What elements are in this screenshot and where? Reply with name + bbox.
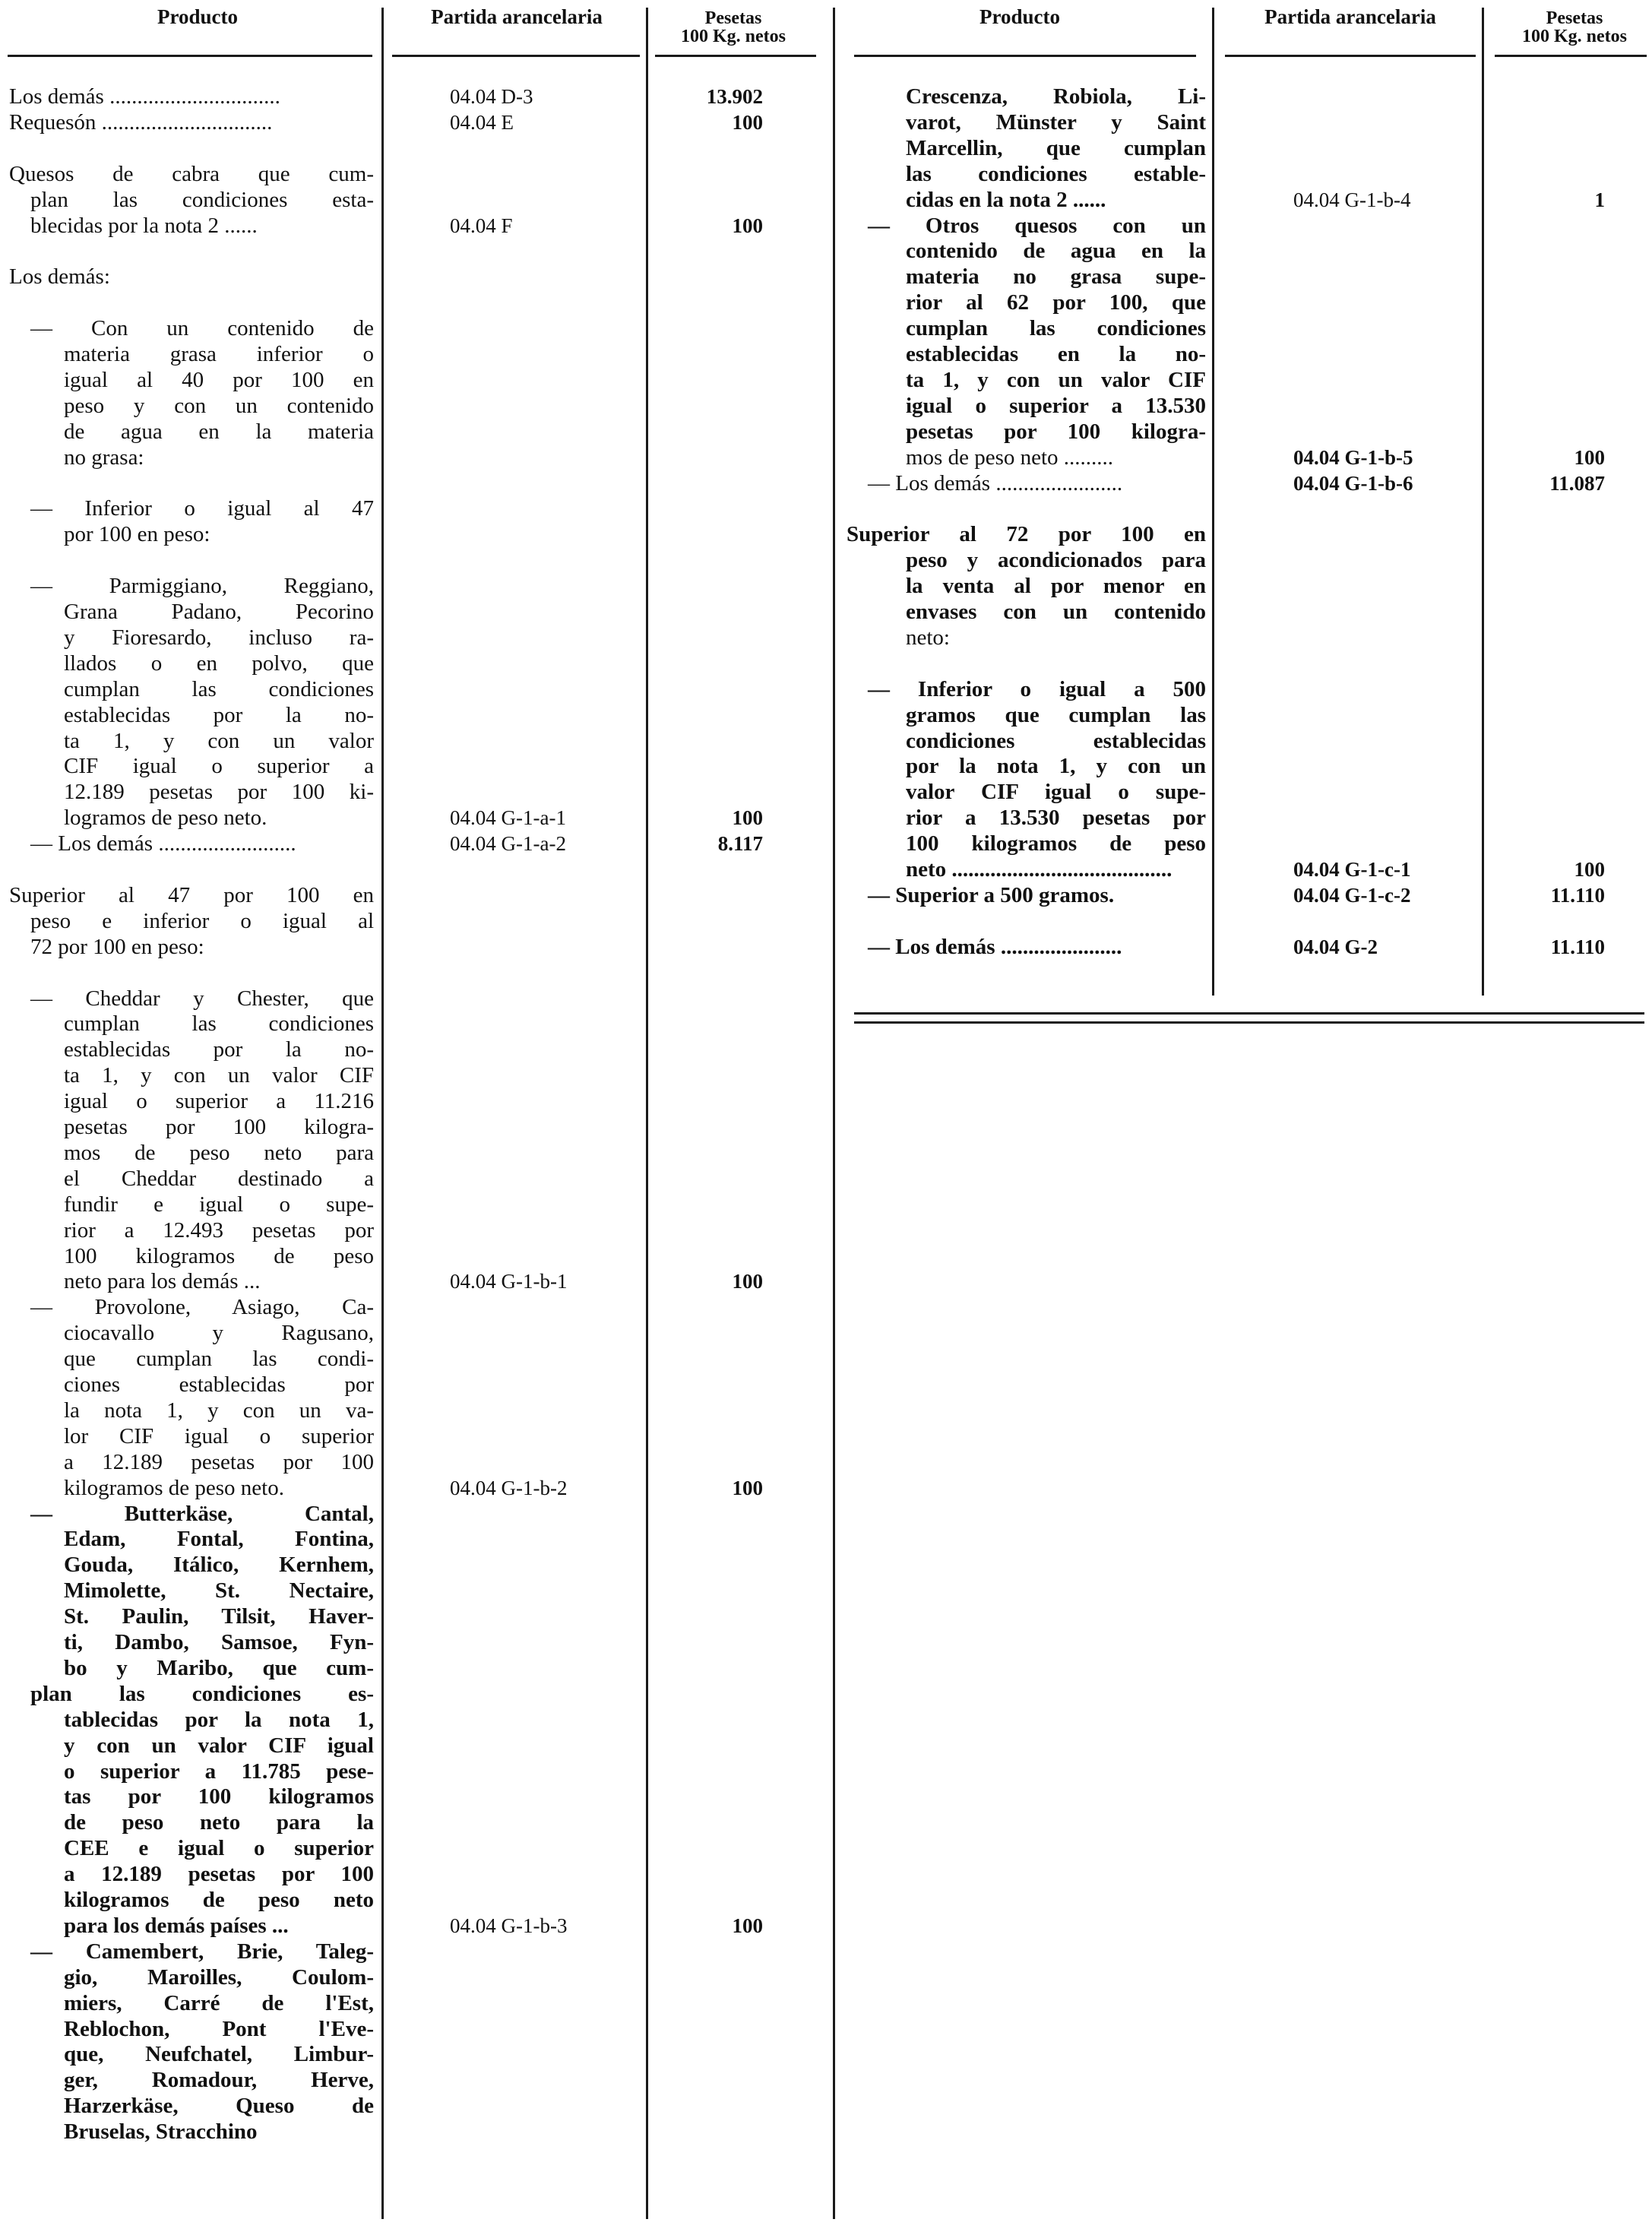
product-text: Mimolette, St. Nectaire, xyxy=(64,1578,374,1603)
product-text: — Provolone, Asiago, Ca- xyxy=(30,1295,374,1320)
table-line xyxy=(0,651,828,676)
table-line xyxy=(845,908,1652,934)
table-line xyxy=(0,1809,828,1835)
tariff-code: 04.04 G-1-b-6 xyxy=(1293,471,1413,495)
tariff-code: 04.04 G-1-b-4 xyxy=(1293,188,1411,211)
table-line xyxy=(0,2041,828,2067)
table-line xyxy=(845,135,1652,161)
product-text: mos de peso neto para xyxy=(64,1140,374,1165)
product-text: pesetas por 100 kilogra- xyxy=(64,1115,374,1139)
tariff-code: 04.04 D-3 xyxy=(450,85,533,108)
product-text: valor CIF igual o supe- xyxy=(906,780,1206,805)
product-text: — Con un contenido de xyxy=(30,316,374,341)
table-line xyxy=(845,238,1652,264)
product-text: — Los demás ....................... xyxy=(868,470,1123,495)
table-line xyxy=(0,109,828,135)
product-text: — Cheddar y Chester, que xyxy=(30,986,374,1011)
tariff-code: 04.04 G-1-b-1 xyxy=(450,1270,568,1293)
table-line xyxy=(845,109,1652,135)
table-line xyxy=(0,1835,828,1861)
product-text: rior a 12.493 pesetas por xyxy=(64,1217,374,1243)
product-text: neto para los demás ... xyxy=(64,1269,261,1294)
pesetas-value: 11.110 xyxy=(1550,883,1605,907)
table-line xyxy=(0,264,828,290)
pesetas-value: 100 xyxy=(732,1914,763,1937)
product-text: — Otros quesos con un xyxy=(868,213,1206,238)
table-line xyxy=(0,187,828,213)
table-line xyxy=(845,651,1652,676)
table-line xyxy=(0,290,828,315)
header-partida-left: Partida arancelaria xyxy=(431,5,603,28)
table-line xyxy=(0,1346,828,1372)
product-text: por la nota 1, y con un xyxy=(906,754,1206,779)
header-rule xyxy=(1495,55,1647,57)
table-line xyxy=(845,702,1652,728)
product-text: ciocavallo y Ragusano, xyxy=(64,1321,374,1346)
product-text: establecidas en la no- xyxy=(906,342,1206,366)
product-text: peso y acondicionados para xyxy=(906,548,1206,573)
product-text: Los demás ............................... xyxy=(9,84,280,109)
table-line xyxy=(0,805,828,831)
product-text: ti, Dambo, Samsoe, Fyn- xyxy=(64,1630,374,1654)
table-line xyxy=(845,779,1652,805)
product-text: el Cheddar destinado a xyxy=(64,1166,374,1191)
table-line xyxy=(0,1578,828,1603)
table-line xyxy=(845,264,1652,290)
table-line xyxy=(0,2119,828,2145)
product-text: plan las condiciones esta- xyxy=(30,187,374,212)
product-text: CIF igual o superior a xyxy=(64,754,374,779)
table-line xyxy=(845,625,1652,651)
table-line xyxy=(0,1733,828,1759)
table-line xyxy=(0,908,828,934)
table-line xyxy=(0,1011,828,1037)
table-line xyxy=(0,238,828,264)
product-text: igual o superior a 13.530 xyxy=(906,393,1206,418)
table-line xyxy=(0,1887,828,1913)
column-divider xyxy=(833,8,835,2219)
table-line xyxy=(0,1552,828,1578)
product-text: CEE e igual o superior xyxy=(64,1836,374,1861)
product-text: por 100 en peso: xyxy=(64,522,210,547)
tariff-code: 04.04 E xyxy=(450,110,514,134)
header-producto-right: Producto xyxy=(979,5,1060,28)
table-line xyxy=(0,831,828,856)
table-line xyxy=(845,882,1652,908)
product-text: neto: xyxy=(906,625,950,650)
pesetas-value: 100 xyxy=(732,110,763,134)
header-partida-right: Partida arancelaria xyxy=(1264,5,1436,28)
table-line xyxy=(0,934,828,960)
pesetas-value: 11.087 xyxy=(1549,471,1605,495)
product-text: Harzerkäse, Queso de xyxy=(64,2094,374,2119)
product-text: materia no grasa supe- xyxy=(906,264,1206,290)
table-line xyxy=(845,831,1652,856)
table-line xyxy=(0,728,828,754)
product-text: miers, Carré de l'Est, xyxy=(64,1990,374,2015)
table-line xyxy=(845,728,1652,754)
product-text: Crescenza, Robiola, Li- xyxy=(906,84,1206,109)
pesetas-value: 100 xyxy=(732,214,763,237)
table-line xyxy=(0,882,828,908)
header-pesetas-left xyxy=(654,9,813,46)
product-text: para los demás países ... xyxy=(64,1913,289,1938)
table-line xyxy=(0,1861,828,1887)
table-line xyxy=(0,1475,828,1501)
product-text: ciones establecidas por xyxy=(64,1372,374,1397)
product-text: Los demás: xyxy=(9,264,110,290)
table-line xyxy=(845,856,1652,882)
header-pesetas-line2: 100 Kg. netos xyxy=(681,27,786,46)
product-text: kilogramos de peso neto xyxy=(64,1888,374,1912)
table-line xyxy=(0,1192,828,1217)
product-text: o superior a 11.785 pese- xyxy=(64,1759,374,1784)
product-text: gramos que cumplan las xyxy=(906,702,1206,727)
product-text: tablecidas por la nota 1, xyxy=(64,1707,374,1732)
table-line xyxy=(0,573,828,599)
product-text: que, Neufchatel, Limbur- xyxy=(64,2042,374,2067)
table-line xyxy=(0,393,828,419)
product-text: bo y Maribo, que cum- xyxy=(64,1655,374,1680)
table-line xyxy=(0,1707,828,1733)
table-line xyxy=(0,547,828,573)
table-line xyxy=(845,290,1652,315)
table-line xyxy=(845,521,1652,547)
product-text: Quesos de cabra que cum- xyxy=(9,161,374,186)
table-line xyxy=(0,1526,828,1552)
table-line xyxy=(845,805,1652,831)
product-text: ta 1, y con un valor CIF xyxy=(64,1063,374,1088)
product-text: igual al 40 por 100 en xyxy=(64,367,374,392)
product-text: materia grasa inferior o xyxy=(64,342,374,366)
product-text: Edam, Fontal, Fontina, xyxy=(64,1527,374,1552)
table-line xyxy=(0,1398,828,1423)
table-line xyxy=(0,341,828,367)
table-line xyxy=(0,960,828,986)
tariff-code: 04.04 G-1-b-3 xyxy=(450,1914,568,1937)
pesetas-value: 100 xyxy=(732,1476,763,1499)
table-line xyxy=(0,1268,828,1294)
product-text: 100 kilogramos de peso xyxy=(64,1243,374,1268)
table-line xyxy=(845,161,1652,187)
product-text: 12.189 pesetas por 100 ki- xyxy=(64,780,374,805)
header-rule xyxy=(655,55,816,57)
product-text: las condiciones estable- xyxy=(906,161,1206,186)
table-line xyxy=(845,934,1652,960)
product-text: cumplan las condiciones xyxy=(906,316,1206,341)
header-rule xyxy=(1225,55,1476,57)
product-text: ta 1, y con un valor xyxy=(64,728,374,753)
tariff-code: 04.04 G-1-b-5 xyxy=(1293,445,1413,469)
table-line xyxy=(0,470,828,496)
table-line xyxy=(0,1037,828,1062)
table-line xyxy=(0,1088,828,1114)
product-text: kilogramos de peso neto. xyxy=(64,1475,284,1500)
product-text: gio, Maroilles, Coulom- xyxy=(64,1964,374,1990)
product-text: cumplan las condiciones xyxy=(64,1011,374,1037)
pesetas-value: 13.902 xyxy=(706,85,763,108)
header-pesetas-right xyxy=(1499,9,1650,46)
header-pesetas-line1: Pesetas xyxy=(704,8,762,28)
product-text: establecidas por la no- xyxy=(64,1037,374,1062)
table-line xyxy=(0,495,828,521)
table-line xyxy=(0,367,828,393)
product-text: — Superior a 500 gramos. xyxy=(868,882,1115,907)
pesetas-value: 8.117 xyxy=(717,832,763,856)
product-text: — Los demás ......................... xyxy=(30,831,296,856)
product-text: tas por 100 kilogramos xyxy=(64,1784,374,1809)
product-text: a 12.189 pesetas por 100 xyxy=(64,1449,374,1474)
table-line xyxy=(0,1990,828,2016)
product-text: ta 1, y con un valor CIF xyxy=(906,367,1206,392)
header-rule xyxy=(392,55,640,57)
table-line xyxy=(845,315,1652,341)
table-line xyxy=(845,393,1652,419)
pesetas-value: 100 xyxy=(1574,445,1605,469)
table-line xyxy=(0,599,828,625)
product-text: la nota 1, y con un va- xyxy=(64,1398,374,1423)
table-line xyxy=(0,2093,828,2119)
table-line xyxy=(0,856,828,882)
table-line xyxy=(845,367,1652,393)
product-text: — Los demás ...................... xyxy=(868,934,1122,959)
product-text: rior al 62 por 100, que xyxy=(906,290,1206,315)
tariff-code: 04.04 G-1-b-2 xyxy=(450,1476,568,1499)
product-text: establecidas por la no- xyxy=(64,702,374,727)
table-line xyxy=(0,1449,828,1475)
table-line xyxy=(0,1784,828,1809)
product-text: 100 kilogramos de peso xyxy=(906,831,1206,856)
product-text: y Fioresardo, incluso ra- xyxy=(64,625,374,650)
product-text: ger, Romadour, Herve, xyxy=(64,2068,374,2093)
table-line xyxy=(0,676,828,702)
table-line xyxy=(845,573,1652,599)
table-line xyxy=(0,445,828,470)
product-text: 72 por 100 en peso: xyxy=(30,934,204,959)
table-line xyxy=(0,1939,828,1964)
table-line xyxy=(0,315,828,341)
product-text: Reblochon, Pont l'Eve- xyxy=(64,2016,374,2041)
tariff-code: 04.04 G-2 xyxy=(1293,935,1378,958)
pesetas-value: 11.110 xyxy=(1550,935,1605,958)
product-text: y con un valor CIF igual xyxy=(64,1733,374,1758)
product-text: envases con un contenido xyxy=(906,600,1206,624)
pesetas-value: 100 xyxy=(732,806,763,830)
product-text: Bruselas, Stracchino xyxy=(64,2119,258,2145)
table-line xyxy=(0,1501,828,1527)
table-line xyxy=(0,625,828,651)
table-line xyxy=(0,84,828,109)
header-producto-left: Producto xyxy=(157,5,238,28)
tariff-code: 04.04 G-1-a-2 xyxy=(450,832,566,856)
tariff-code: 04.04 G-1-a-1 xyxy=(450,806,566,830)
product-text: logramos de peso neto. xyxy=(64,806,267,831)
product-text: condiciones establecidas xyxy=(906,728,1206,753)
pesetas-value: 1 xyxy=(1594,188,1605,211)
header-pesetas-line2: 100 Kg. netos xyxy=(1522,27,1627,46)
table-line xyxy=(0,1294,828,1320)
table-line xyxy=(845,470,1652,496)
table-line xyxy=(0,1140,828,1166)
table-line xyxy=(0,2067,828,2093)
header-rule xyxy=(8,55,372,57)
table-line xyxy=(845,753,1652,779)
table-line xyxy=(0,213,828,239)
product-text: la venta al por menor en xyxy=(906,574,1206,599)
product-text: Superior al 72 por 100 en xyxy=(847,522,1206,547)
table-line xyxy=(0,2016,828,2042)
product-text: blecidas por la nota 2 ...... xyxy=(30,213,258,238)
product-text: St. Paulin, Tilsit, Haver- xyxy=(64,1604,374,1629)
table-line xyxy=(845,599,1652,625)
table-line xyxy=(845,187,1652,213)
product-text: plan las condiciones es- xyxy=(30,1681,374,1706)
table-end-rule xyxy=(854,1021,1644,1024)
table-line xyxy=(845,547,1652,573)
product-text: Marcellin, que cumplan xyxy=(906,135,1206,160)
table-line xyxy=(0,1372,828,1398)
table-line xyxy=(845,445,1652,470)
tariff-code: 04.04 G-1-c-1 xyxy=(1293,858,1411,881)
table-line xyxy=(0,521,828,547)
pesetas-value: 100 xyxy=(1574,858,1605,881)
header-rule xyxy=(854,55,1196,57)
product-text: Grana Padano, Pecorino xyxy=(64,600,374,624)
product-text: Gouda, Itálico, Kernhem, xyxy=(64,1553,374,1578)
table-line xyxy=(0,1629,828,1655)
product-text: neto ........................................ xyxy=(906,857,1173,882)
product-text: no grasa: xyxy=(64,445,144,470)
table-line xyxy=(0,753,828,779)
table-line xyxy=(0,779,828,805)
table-line xyxy=(0,702,828,728)
table-line xyxy=(845,676,1652,702)
table-line xyxy=(845,341,1652,367)
product-text: Requesón ............................... xyxy=(9,109,273,135)
product-text: varot, Münster y Saint xyxy=(906,109,1206,135)
product-text: peso e inferior o igual al xyxy=(30,908,374,933)
table-line xyxy=(0,1114,828,1140)
tariff-code: 04.04 G-1-c-2 xyxy=(1293,883,1411,907)
product-text: pesetas por 100 kilogra- xyxy=(906,419,1206,444)
header-pesetas-line1: Pesetas xyxy=(1546,8,1603,28)
product-text: — Butterkäse, Cantal, xyxy=(30,1501,374,1526)
table-line xyxy=(845,84,1652,109)
table-line xyxy=(0,1423,828,1449)
product-text: — Inferior o igual a 500 xyxy=(868,676,1206,701)
product-text: de peso neto para la xyxy=(64,1810,374,1835)
product-text: igual o superior a 11.216 xyxy=(64,1089,374,1114)
pesetas-value: 100 xyxy=(732,1270,763,1293)
product-text: de agua en la materia xyxy=(64,419,374,444)
table-line xyxy=(0,1681,828,1707)
table-line xyxy=(0,1243,828,1269)
table-line xyxy=(0,1320,828,1346)
product-text: — Camembert, Brie, Taleg- xyxy=(30,1939,374,1964)
product-text: mos de peso neto ......... xyxy=(906,445,1114,470)
table-line xyxy=(0,1964,828,1990)
table-line xyxy=(0,1913,828,1939)
table-line xyxy=(0,1062,828,1088)
table-line xyxy=(0,1759,828,1784)
product-text: peso y con un contenido xyxy=(64,393,374,418)
product-text: contenido de agua en la xyxy=(906,239,1206,264)
table-line xyxy=(0,1166,828,1192)
table-line xyxy=(845,213,1652,239)
product-text: cidas en la nota 2 ...... xyxy=(906,187,1106,212)
table-line xyxy=(0,1655,828,1681)
product-text: Superior al 47 por 100 en xyxy=(9,882,374,907)
table-line xyxy=(0,1217,828,1243)
product-text: llados o en polvo, que xyxy=(64,651,374,676)
table-line xyxy=(0,986,828,1011)
table-line xyxy=(0,419,828,445)
table-line xyxy=(0,1603,828,1629)
table-end-rule xyxy=(854,1012,1644,1015)
product-text: cumplan las condiciones xyxy=(64,676,374,701)
product-text: — Parmiggiano, Reggiano, xyxy=(30,574,374,599)
product-text: a 12.189 pesetas por 100 xyxy=(64,1862,374,1887)
product-text: lor CIF igual o superior xyxy=(64,1423,374,1448)
table-line xyxy=(845,419,1652,445)
table-line xyxy=(0,161,828,187)
table-line xyxy=(845,495,1652,521)
product-text: — Inferior o igual al 47 xyxy=(30,496,374,521)
tariff-code: 04.04 F xyxy=(450,214,513,237)
product-text: rior a 13.530 pesetas por xyxy=(906,806,1206,831)
product-text: fundir e igual o supe- xyxy=(64,1192,374,1217)
product-text: que cumplan las condi- xyxy=(64,1347,374,1372)
table-line xyxy=(0,135,828,161)
